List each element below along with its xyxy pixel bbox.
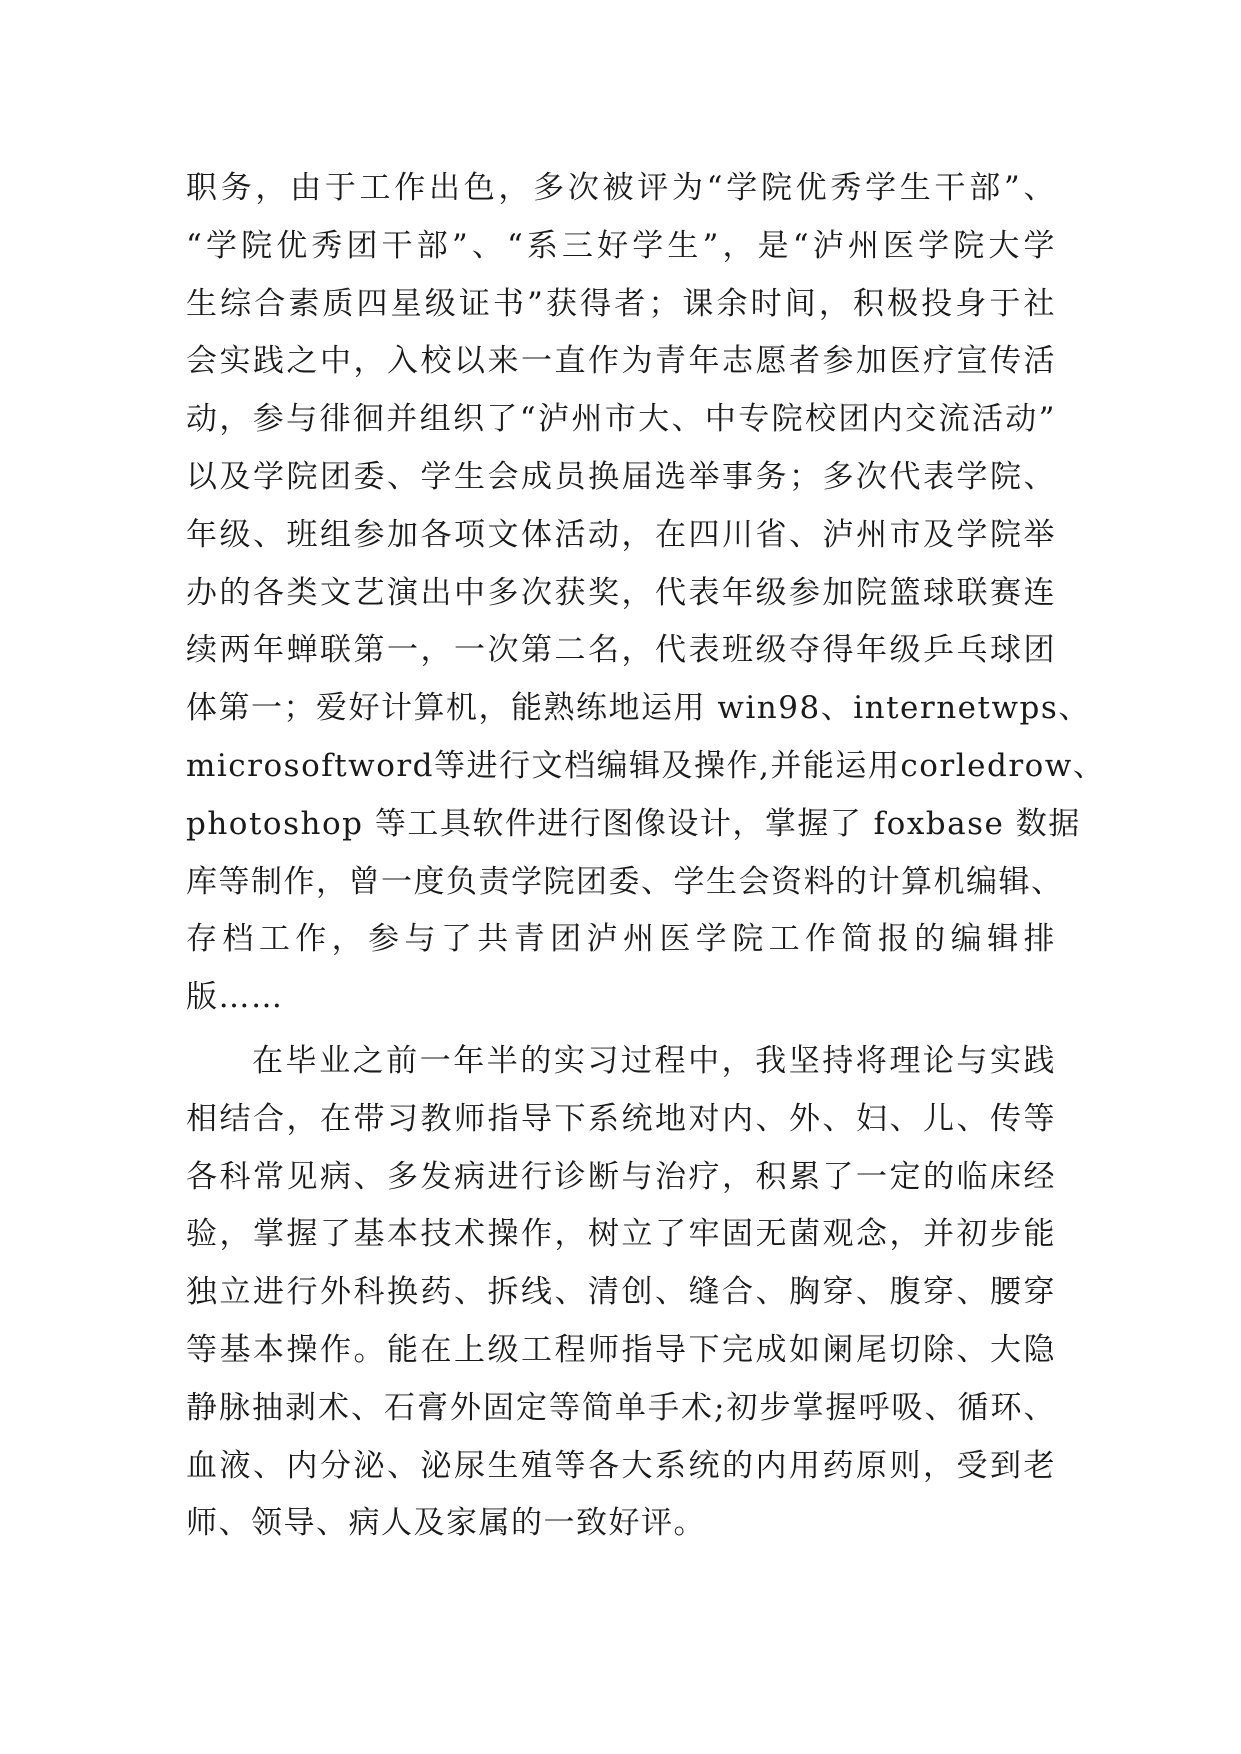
text-line: photoshop 等工具软件进行图像设计，掌握了 foxbase 数据 xyxy=(186,805,1081,842)
paragraph-1 xyxy=(186,160,1106,1027)
text-line: 以及学院团委、学生会成员换届选举事务；多次代表学院、 xyxy=(186,458,1056,495)
text-line: 库等制作，曾一度负责学院团委、学生会资料的计算机编辑、 xyxy=(186,863,1064,900)
text-line: “学院优秀团干部”、“系三好学生”，是“泸州医学院大学 xyxy=(186,227,1056,264)
text-line: 独立进行外科换药、拆线、清创、缝合、胸穿、腹穿、腰穿 xyxy=(186,1274,1056,1311)
text-line: 在毕业之前一年半的实习过程中，我坚持将理论与实践 xyxy=(252,1042,1056,1079)
text-line: 各科常见病、多发病进行诊断与治疗，积累了一定的临床经 xyxy=(186,1158,1056,1195)
text-line: 续两年蝉联第一，一次第二名，代表班级夺得年级乒乓球团 xyxy=(186,632,1056,669)
text-line: microsoftword等进行文档编辑及操作,并能运用corledrow、 xyxy=(186,747,1106,784)
text-line: 存档工作，参与了共青团泸州医学院工作简报的编辑排 xyxy=(186,921,1056,958)
text-line: 版…… xyxy=(186,979,284,1016)
text-line: 职务，由于工作出色，多次被评为“学院优秀学生干部”、 xyxy=(186,170,1056,206)
text-line: 相结合，在带习教师指导下系统地对内、外、妇、儿、传等 xyxy=(186,1100,1056,1137)
paragraph-2 xyxy=(186,1033,1056,1553)
text-line: 血液、内分泌、泌尿生殖等各大系统的内用药原则，受到老 xyxy=(186,1447,1056,1484)
text-line: 师、领导、病人及家属的一致好评。 xyxy=(186,1505,706,1542)
document-body xyxy=(186,160,1106,1553)
text-line: 办的各类文艺演出中多次获奖，代表年级参加院篮球联赛连 xyxy=(186,574,1056,611)
text-line: 动，参与徘徊并组织了“泸州市大、中专院校团内交流活动” xyxy=(186,401,1056,438)
text-line: 生综合素质四星级证书”获得者；课余时间，积极投身于社 xyxy=(186,285,1056,322)
text-line: 会实践之中，入校以来一直作为青年志愿者参加医疗宣传活 xyxy=(186,343,1056,380)
text-line: 静脉抽剥术、石膏外固定等简单手术;初步掌握呼吸、循环、 xyxy=(186,1389,1056,1426)
text-line: 体第一；爱好计算机，能熟练地运用 win98、internetwps、 xyxy=(186,690,1091,727)
text-line: 年级、班组参加各项文体活动，在四川省、泸州市及学院举 xyxy=(186,516,1056,553)
text-line: 等基本操作。能在上级工程师指导下完成如阑尾切除、大隐 xyxy=(186,1331,1056,1368)
text-line: 验，掌握了基本技术操作，树立了牢固无菌观念，并初步能 xyxy=(186,1216,1056,1253)
